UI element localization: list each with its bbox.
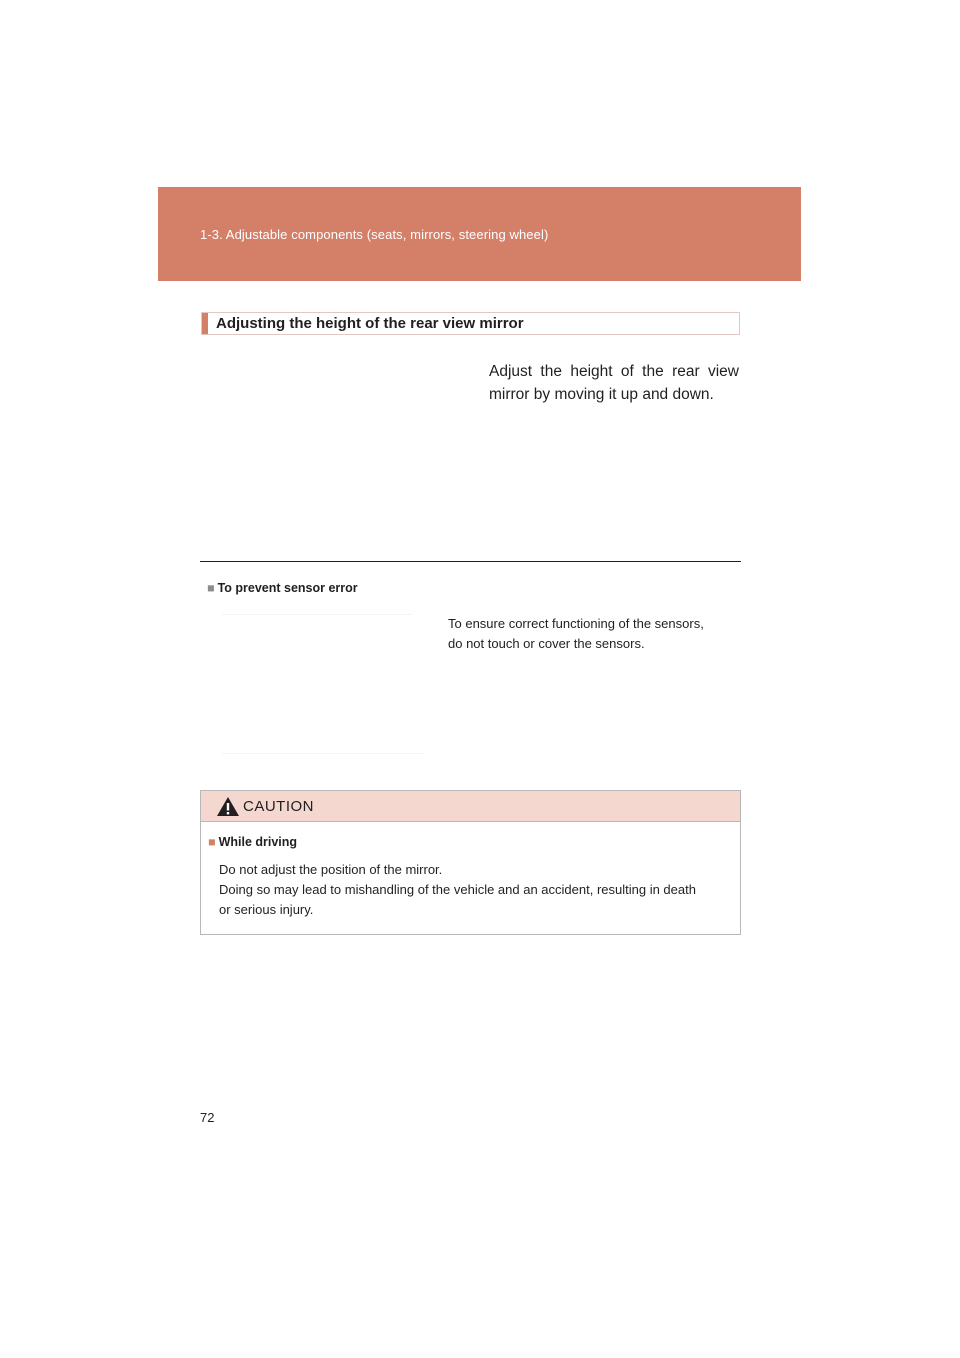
square-bullet-icon: ■ [207, 581, 215, 595]
caution-title: CAUTION [243, 798, 314, 815]
caution-line: Do not adjust the position of the mirror. [219, 862, 443, 877]
note-line: do not touch or cover the sensors. [448, 636, 645, 651]
note-heading [207, 581, 358, 595]
caution-header [201, 791, 740, 822]
caution-box [200, 790, 741, 935]
page-number: 72 [200, 1110, 215, 1125]
note-heading-text: To prevent sensor error [217, 581, 358, 595]
illustration-border-top [222, 614, 412, 615]
section-body-line: mirror by moving it up and down. [489, 386, 714, 403]
note-body [448, 614, 738, 654]
section-divider [200, 561, 741, 562]
section-body-line: Adjust the height of the rear view [489, 363, 739, 380]
section-body [489, 360, 739, 406]
caution-line: or serious injury. [219, 902, 314, 917]
warning-triangle-icon [216, 796, 240, 817]
caution-heading [208, 835, 297, 849]
note-line: To ensure correct functioning of the sensors, [448, 616, 704, 631]
illustration-border-bottom [222, 753, 424, 754]
square-bullet-icon: ■ [208, 835, 216, 849]
chapter-title: 1-3. Adjustable components (seats, mirrors, steering wheel) [200, 227, 549, 242]
chapter-header-band [158, 187, 801, 281]
caution-line: Doing so may lead to mishandling of the vehicle and an accident, resulting in death [219, 882, 696, 897]
section-heading [201, 312, 740, 335]
section-heading-accent-bar [202, 313, 208, 334]
section-title: Adjusting the height of the rear view mirror [216, 315, 524, 332]
caution-heading-text: While driving [218, 835, 298, 849]
